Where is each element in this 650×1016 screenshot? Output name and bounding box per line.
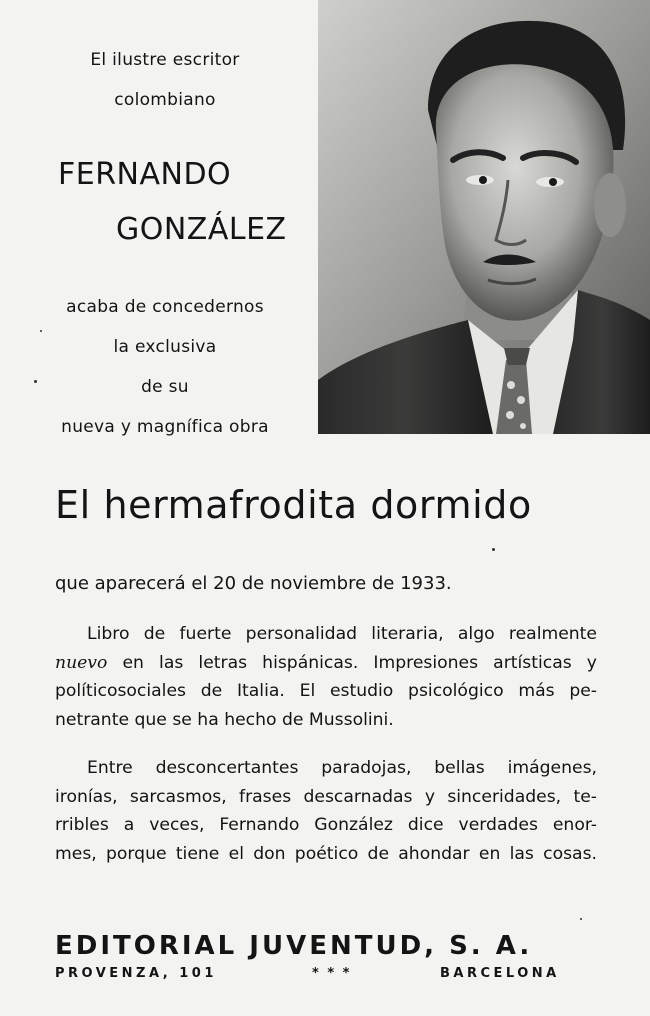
paragraph-1-line-3: políticosociales de Italia. El estudio psicológico más pe- [55,681,597,701]
intro-line-1: El ilustre escritor [90,50,240,70]
paragraph-2-line-2: ironías, sarcasmos, frases descarnadas y sinceridades, te- [55,786,597,807]
footer-separator: * * * [312,966,352,981]
print-speck [40,330,42,332]
publisher-name: EDITORIAL JUVENTUD, S. A. [55,931,533,961]
paragraph-2-line-4: mes, porque tiene el don poético de ahondar en las cosas. [55,843,597,864]
announcement-line-2: la exclusiva [113,337,217,357]
description-paragraph-2 [55,754,597,868]
announcement-line-1: acaba de concedernos [66,297,264,317]
announcement-line-4: nueva y magnífica obra [61,417,269,437]
print-speck [580,918,582,920]
paragraph-1-line-2 [55,649,597,678]
author-first-name: FERNANDO [58,157,232,192]
paragraph-1-line-1: Libro de fuerte personalidad literaria, algo realmente [87,624,597,644]
publisher-city: BARCELONA [440,966,560,981]
release-date: que aparecerá el 20 de noviembre de 1933. [55,573,452,594]
paragraph-2-line-1: Entre desconcertantes paradojas, bellas imágenes, [87,758,597,778]
author-portrait-photo [318,0,650,434]
publisher-address: PROVENZA, 101 [55,966,217,981]
paragraph-1-line-2-rest: en las letras hispánicas. Impresiones artísticas y [122,652,597,673]
description-paragraph-1 [55,620,597,734]
book-title: El hermafrodita dormido [55,483,532,527]
paragraph-2-line-3: rribles a veces, Fernando González dice verdades enor- [55,815,597,835]
paragraph-1-line-4: netrante que se ha hecho de Mussolini. [55,709,394,730]
intro-line-2: colombiano [114,90,216,110]
italic-word: nuevo [55,652,108,673]
print-speck [492,548,495,551]
print-speck [34,380,37,383]
author-last-name: GONZÁLEZ [116,212,287,247]
announcement-line-3: de su [141,377,189,397]
